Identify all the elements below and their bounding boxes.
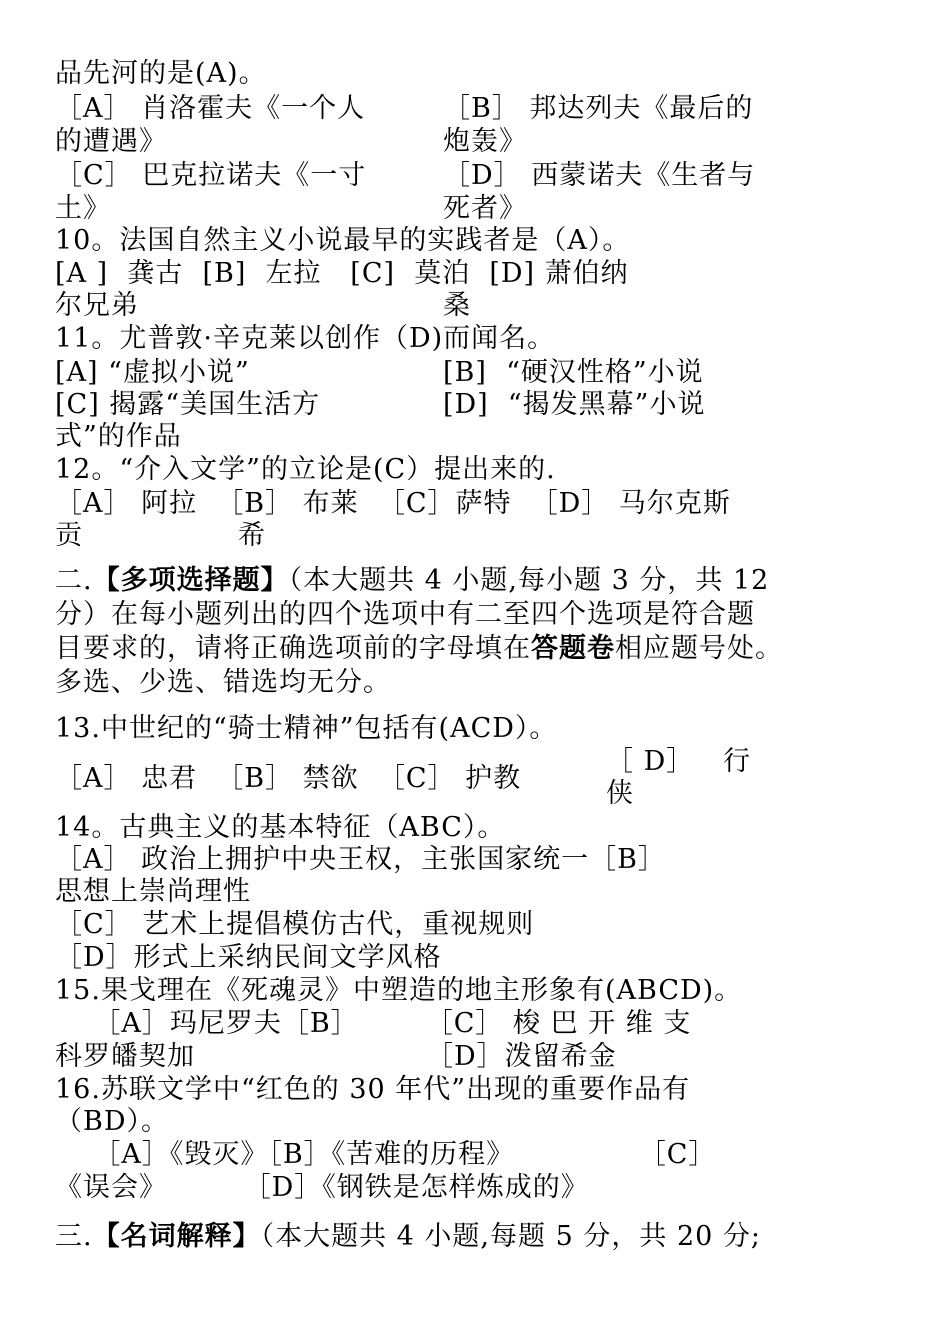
q10-option-c-wrap: 桑 [443, 290, 471, 321]
q11-option-c-wrap: 式”的作品 [55, 421, 182, 452]
q16-stem: 16.苏联文学中“红色的 30 年代”出现的重要作品有 [55, 1074, 691, 1105]
q9-option-a: ［A］ 肖洛霍夫《一个人 [55, 93, 366, 124]
q9-option-c: ［C］ 巴克拉诺夫《一寸 [55, 160, 367, 191]
q11-option-d: [D] “揭发黑幕”小说 [443, 389, 706, 420]
q10-option-a-wrap: 尔兄弟 [55, 290, 139, 321]
q14-option-d: ［D］形式上采纳民间文学风格 [55, 942, 442, 973]
q13-options: ［A］ 忠君 ［B］ 禁欲 ［C］ 护教 [55, 763, 522, 794]
q16-options-line-2: 《误会》 ［D］《钢铁是怎样炼成的》 [55, 1172, 589, 1203]
q12-options: ［A］ 阿拉 ［B］ 布莱 ［C］萨特 ［D］ 马尔克斯 [55, 488, 731, 519]
q14-option-b-wrap: 思想上崇尚理性 [55, 876, 251, 907]
q16-options: ［A］《毁灭》［B］《苦难的历程》 ［C］ [55, 1139, 717, 1170]
q11-stem: 11。尤普敦·辛克莱以创作（D)而闻名。 [55, 323, 556, 354]
q10-options: [A ] 龚古 [B] 左拉 [C] 莫泊 [D] 萧伯纳 [55, 258, 629, 289]
section2-title: 【多项选择题】 [92, 565, 289, 596]
q15-stem: 15.果戈理在《死魂灵》中塑造的地主形象有(ABCD)。 [55, 975, 743, 1006]
section2-line-3-end: 相应题号处。 [615, 633, 783, 664]
section2-line-3 [55, 633, 783, 665]
section3-title: 【名词解释】 [92, 1221, 261, 1252]
q15-options: ［A］玛尼罗夫［B］ ［C］ 梭 巴 开 维 支 [55, 1008, 692, 1039]
q9-stem-tail: 品先河的是(A)。 [55, 58, 267, 89]
q9-option-d: ［D］ 西蒙诺夫《生者与 [443, 160, 756, 191]
q11-option-c: [C] 揭露“美国生活方 [55, 389, 321, 420]
q15-option-d: ［D］泼留希金 [426, 1041, 617, 1072]
q9-option-d-wrap: 死者》 [443, 193, 527, 224]
q9-option-c-wrap: 土》 [55, 193, 111, 224]
section3-heading [55, 1221, 761, 1253]
q16-stem-wrap: （BD）。 [55, 1106, 169, 1137]
q13-option-d: ［ D］ 行 [606, 746, 751, 777]
q13-stem: 13.中世纪的“骑士精神”包括有(ACD）。 [55, 713, 558, 744]
q12-option-a-wrap: 贡 [55, 520, 83, 551]
section2-heading [55, 565, 769, 597]
q12-option-b-wrap: 希 [238, 520, 266, 551]
q14-stem: 14。古典主义的基本特征（ABC）。 [55, 812, 506, 843]
section2-line-4: 多选、少选、错选均无分。 [55, 667, 391, 698]
q11-option-b: [B] “硬汉性格”小说 [443, 357, 704, 388]
q9-option-b-wrap: 炮轰》 [443, 126, 527, 157]
q11-option-a: [A] “虚拟小说” [55, 357, 250, 388]
q14-option-a: ［A］ 政治上拥护中央王权，主张国家统一［B］ [55, 844, 666, 875]
answer-sheet-emphasis: 答题卷 [531, 633, 615, 664]
q9-option-a-wrap: 的遭遇》 [55, 126, 167, 157]
q10-stem: 10。法国自然主义小说最早的实践者是（A）。 [55, 225, 631, 256]
section3-number: 三. [55, 1221, 93, 1252]
section2-line-3-text: 目要求的，请将正确选项前的字母填在 [55, 633, 531, 664]
q12-stem: 12。“介入文学”的立论是(C）提出来的. [55, 454, 556, 485]
q14-option-c: ［C］ 艺术上提倡模仿古代，重视规则 [55, 909, 535, 940]
q15-option-b-wrap: 科罗皤契加 [55, 1041, 195, 1072]
q13-option-d-wrap: 侠 [606, 778, 634, 809]
section2-instructions: （本大题共 4 小题,每小题 3 分，共 12 [288, 565, 770, 596]
section2-number: 二. [55, 565, 93, 596]
section2-line-2: 分）在每小题列出的四个选项中有二至四个选项是符合题 [55, 599, 755, 630]
section3-instructions: （本大题共 4 小题,每题 5 分，共 20 分; [260, 1221, 761, 1252]
q9-option-b: ［B］ 邦达列夫《最后的 [443, 93, 754, 124]
